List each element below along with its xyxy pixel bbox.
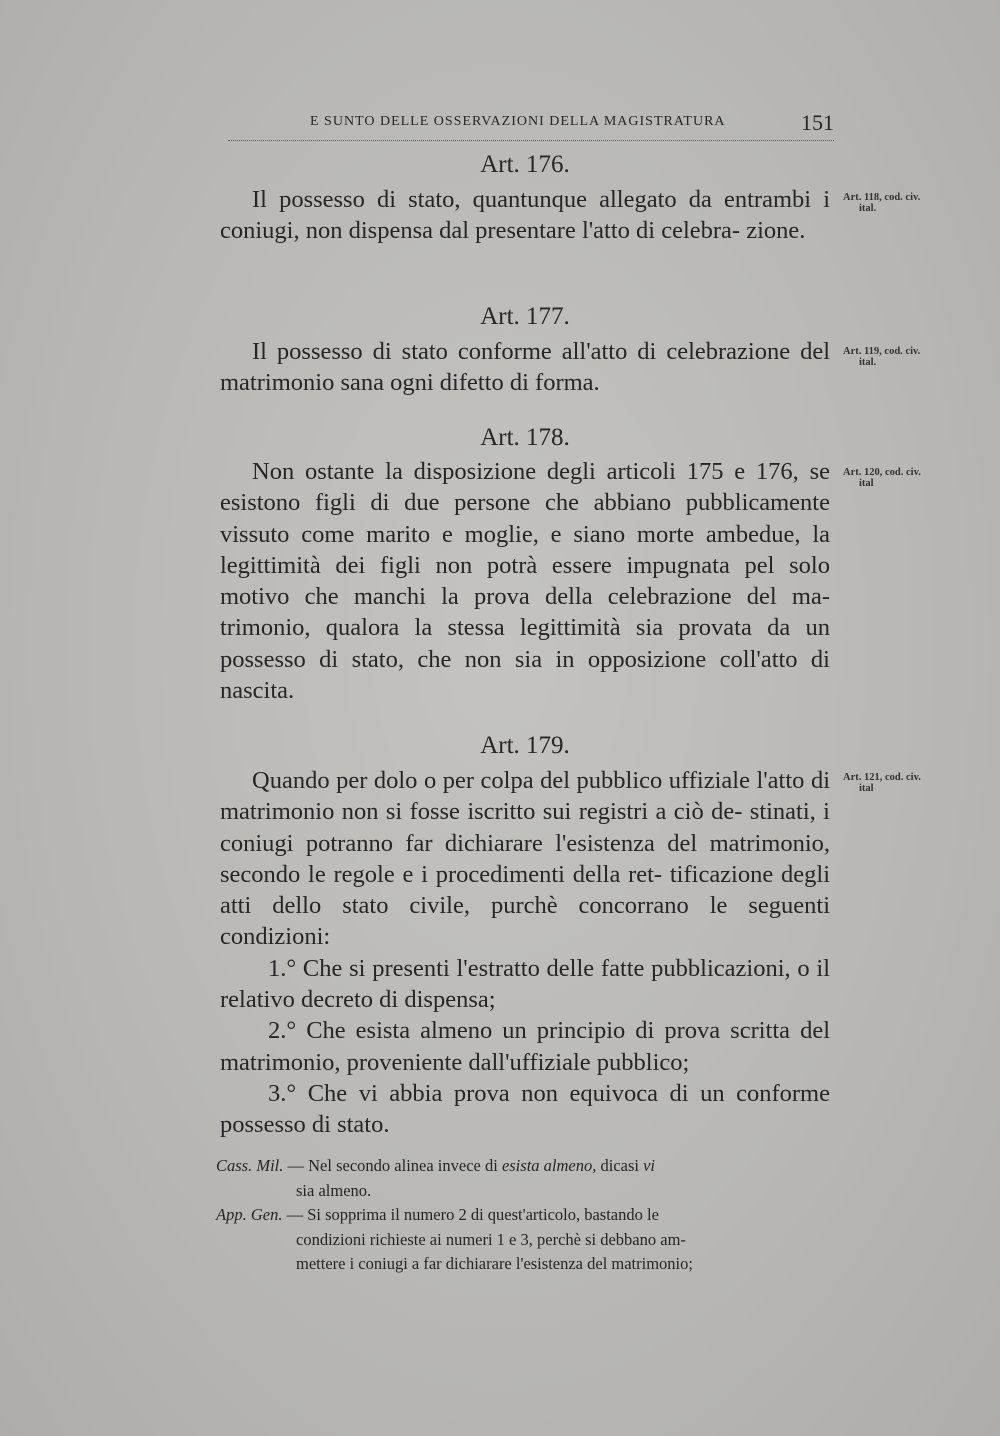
article-text: Non ostante la disposizione degli articoli 175 e 176, se esistono figli di due persone che abbiano pubblicamente vissuto come marito e moglie, e siano morte ambedue, la legittimità dei figli non potrà essere impugnata pel solo motivo che manchi la prova della celebrazione del ma- trimonio, qualora la stessa legittimità sia provata da un possesso di stato, che non sia in opposizione coll'atto di nascita.	[220, 458, 831, 705]
margin-note-178: Art. 120, cod. civ. ital	[843, 467, 921, 489]
running-header	[228, 110, 834, 141]
running-title: E SUNTO DELLE OSSERVAZIONI DELLA MAGISTRATURA	[310, 114, 726, 129]
note-cass-mil-continuation: sia almeno.	[296, 1180, 372, 1200]
article-heading-176: Art. 176.	[480, 151, 570, 178]
note-cass-mil: Cass. Mil. — Nel secondo alinea invece di esista almeno, dicasi vi	[216, 1156, 656, 1175]
condition-item-1: 1.° Che si presenti l'estratto delle fatte pubblicazioni, o il relativo decreto di dispensa;	[220, 954, 831, 1014]
page-number: 151	[801, 110, 834, 135]
margin-note-177: Art. 119, cod. civ. ital.	[843, 346, 921, 368]
margin-note-179: Art. 121, cod. civ. ital	[843, 772, 921, 794]
article-body-179	[220, 765, 830, 1141]
article-heading-177: Art. 177.	[480, 303, 570, 330]
article-body-176	[220, 184, 830, 247]
note-app-gen: App. Gen. — Si sopprima il numero 2 di quest'articolo, bastando le	[216, 1205, 659, 1224]
article-text: Il possesso di stato, quantunque allegato da entrambi i coniugi, non dispensa dal presentare l'atto di celebra- zione.	[220, 186, 831, 245]
condition-item-2: 2.° Che esista almeno un principio di prova scritta del matrimonio, proveniente dall'uffiziale pubblico;	[220, 1017, 831, 1076]
article-heading-178: Art. 178.	[480, 424, 570, 451]
article-text: Quando per dolo o per colpa del pubblico uffiziale l'atto di matrimonio non si fosse iscritto sui registri a ciò de- stinati, i coniugi potranno far dichiarare l'esistenza del matrimonio, secondo le regole e i procedimenti della ret- tificazione degli atti dello stato civile, purchè concorrano le seguenti condizioni:	[220, 767, 831, 951]
article-heading-179: Art. 179.	[480, 732, 570, 759]
article-body-178	[220, 456, 830, 706]
note-app-gen-continuation-1: condizioni richieste ai numeri 1 e 3, perchè si debbano am-	[296, 1229, 686, 1249]
observations-notes	[216, 1154, 828, 1277]
note-app-gen-continuation-2: mettere i coniugi a far dichiarare l'esistenza del matrimonio;	[296, 1254, 693, 1273]
condition-item-3: 3.° Che vi abbia prova non equivoca di un conforme possesso di stato.	[220, 1079, 830, 1139]
article-body-177	[220, 336, 830, 399]
article-text: Il possesso di stato conforme all'atto di celebrazione del matrimonio sana ogni difetto di forma.	[220, 338, 831, 397]
margin-note-176: Art. 118, cod. civ. ital.	[843, 192, 921, 214]
